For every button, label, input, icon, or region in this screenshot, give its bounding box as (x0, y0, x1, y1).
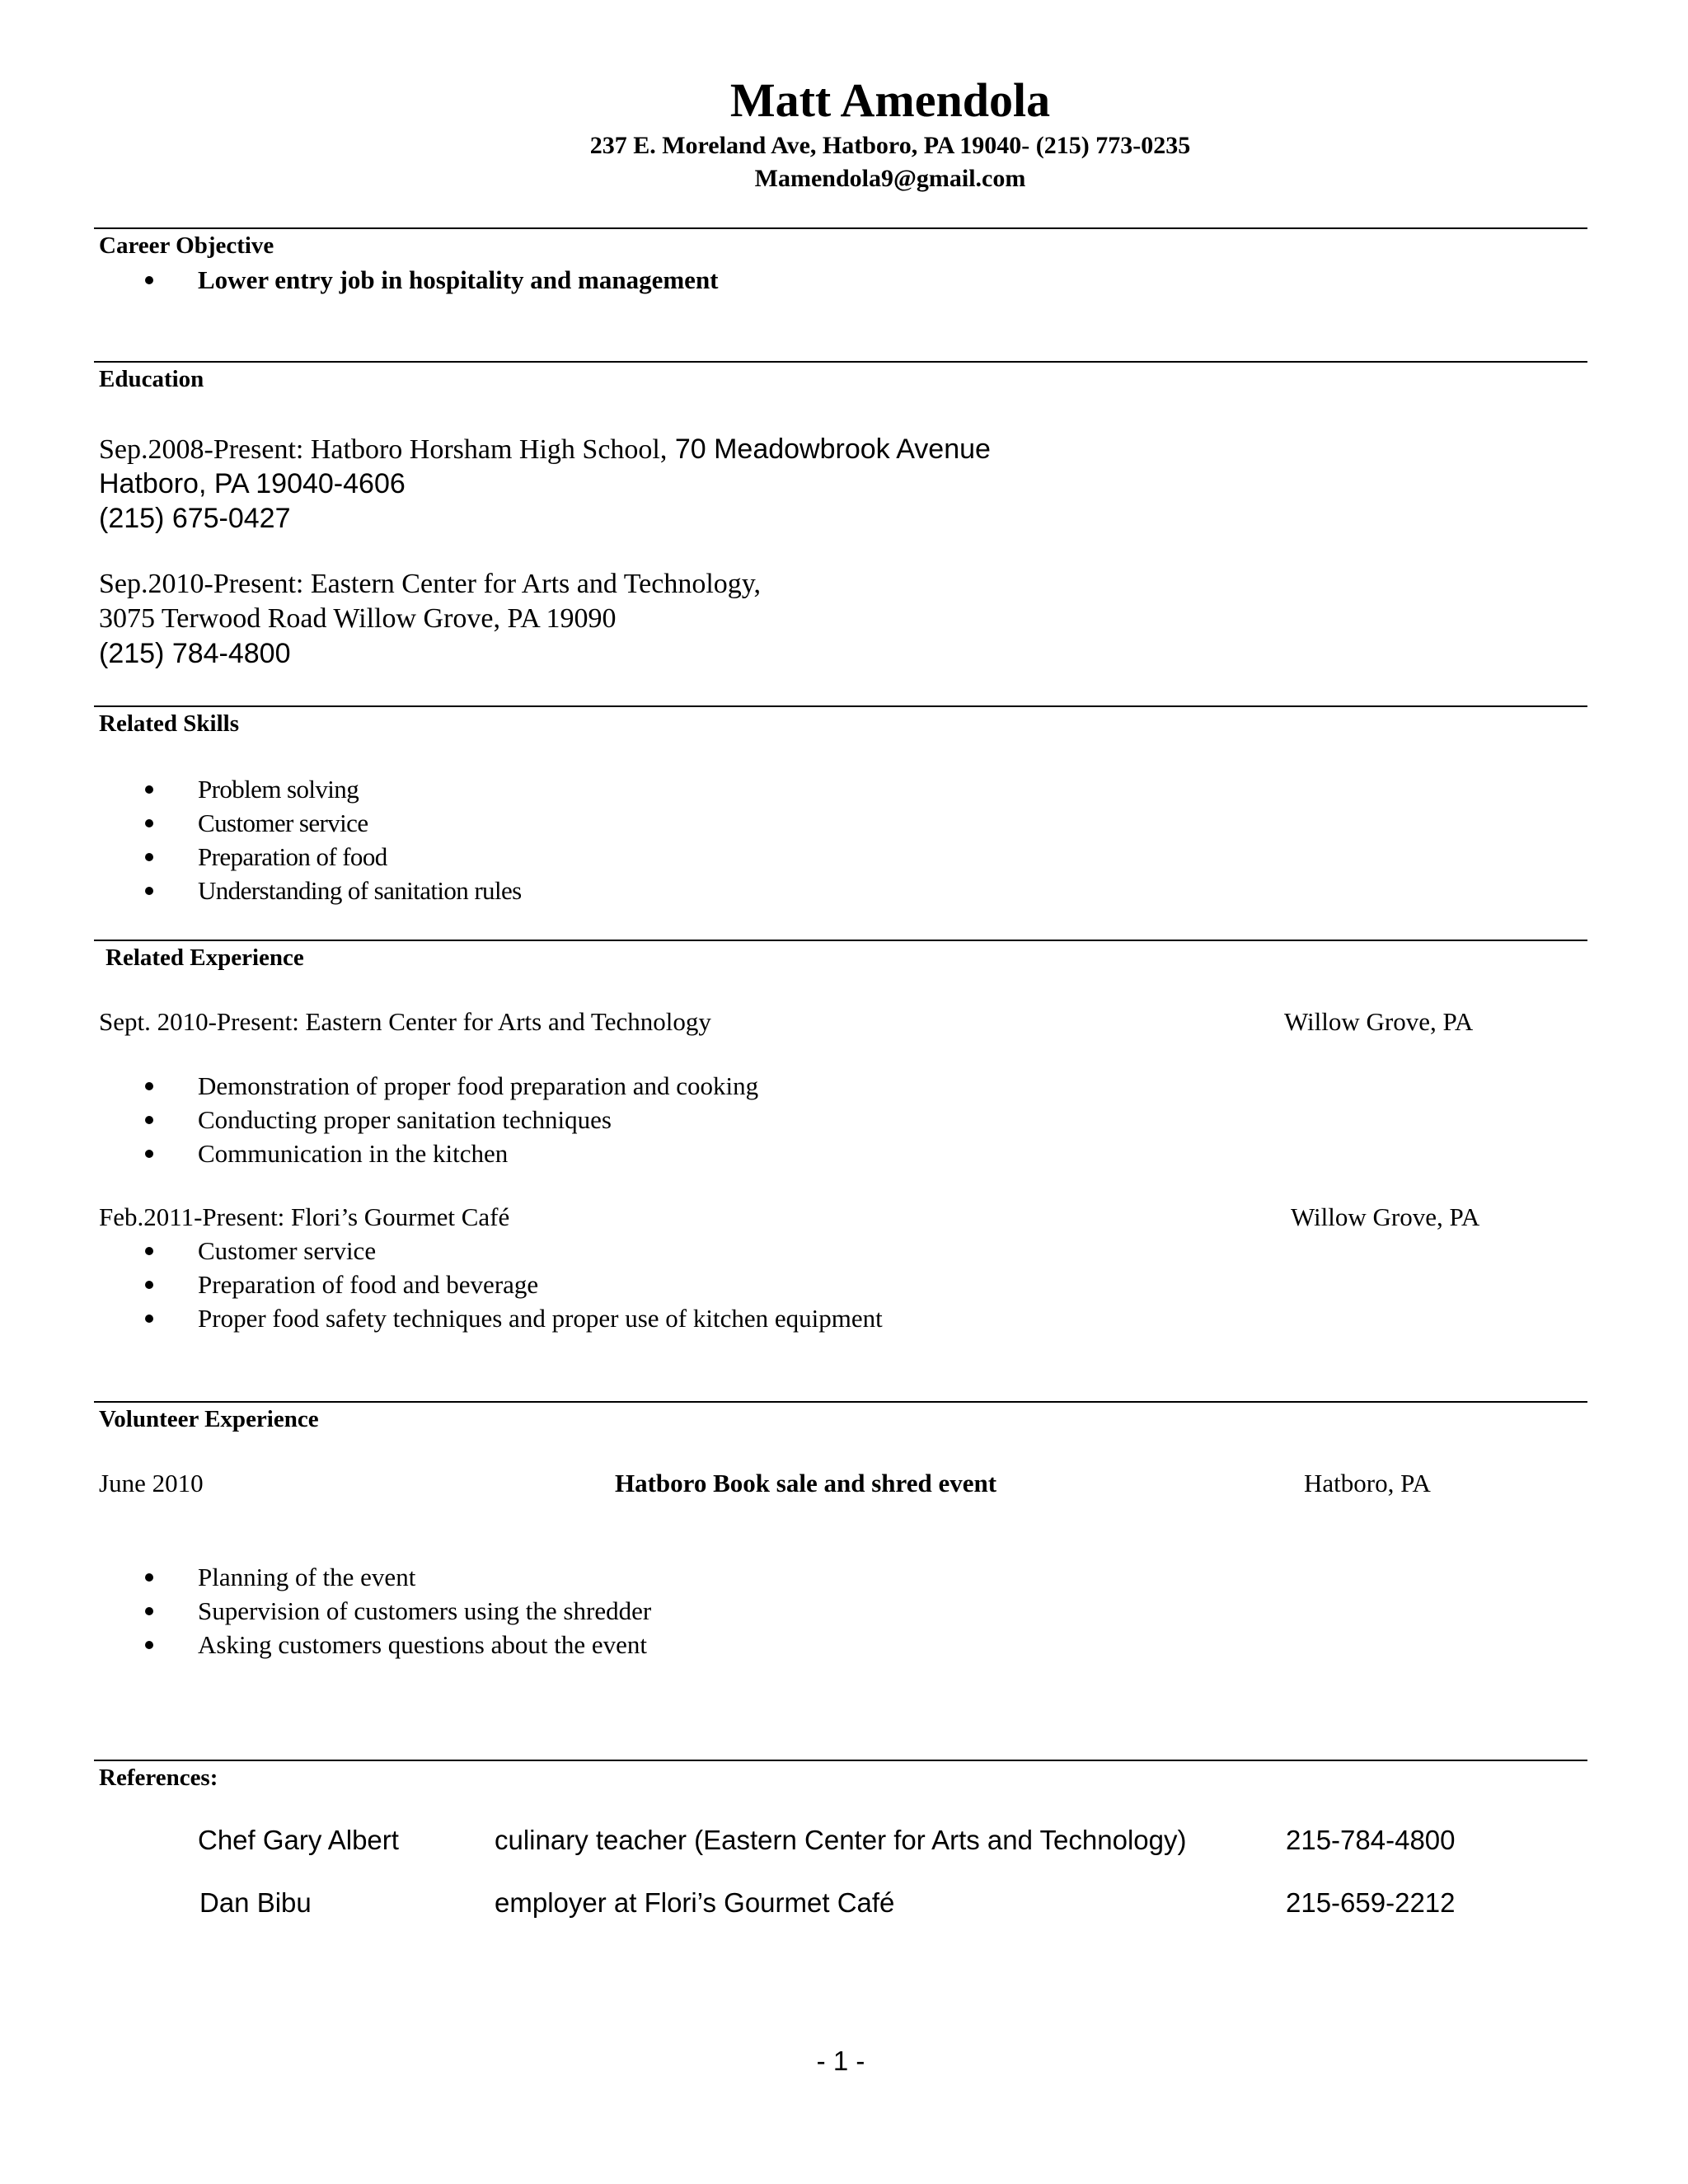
education-entry-1-line1: Sep.2008-Present: Hatboro Horsham High School, 70 Meadowbrook Avenue (99, 434, 991, 465)
job-location: Willow Grove, PA (1284, 1007, 1474, 1036)
bullet-icon (145, 1116, 153, 1124)
job-location: Willow Grove, PA (1291, 1202, 1480, 1231)
reference-role: employer at Flori’s Gourmet Café (495, 1887, 895, 1918)
section-title-references: References: (99, 1765, 218, 1791)
section-title-career-objective: Career Objective (99, 232, 274, 259)
volunteer-date: June 2010 (99, 1469, 204, 1497)
bullet-icon (145, 887, 153, 895)
bullet-icon (145, 1315, 153, 1323)
contact-email: Mamendola9@gmail.com (754, 165, 1026, 192)
section-divider (94, 1401, 1587, 1403)
job-heading: Feb.2011-Present: Flori’s Gourmet Café (99, 1202, 510, 1231)
education-entry-2-line3: (215) 784-4800 (99, 638, 291, 669)
bullet-icon (145, 1082, 153, 1090)
page-number: - 1 - (816, 2046, 865, 2076)
section-divider (94, 227, 1587, 229)
section-divider (94, 361, 1587, 363)
section-title-related-skills: Related Skills (99, 710, 239, 737)
contact-address: 237 E. Moreland Ave, Hatboro, PA 19040- (215) 773-0235 (589, 132, 1191, 159)
bullet-icon (145, 853, 153, 861)
job-heading: Sept. 2010-Present: Eastern Center for Arts and Technology (99, 1007, 711, 1036)
education-entry-2-line1: Sep.2010-Present: Eastern Center for Arts and Technology, (99, 569, 762, 599)
reference-role: culinary teacher (Eastern Center for Arts and Technology) (495, 1825, 1187, 1855)
resume-name: Matt Amendola (729, 73, 1051, 127)
education-entry-2-line2: 3075 Terwood Road Willow Grove, PA 19090 (99, 603, 617, 634)
bullet-icon (145, 1247, 153, 1255)
bullet-icon (145, 1281, 153, 1289)
bullet-icon (145, 785, 153, 794)
bullet-icon (145, 1641, 153, 1649)
reference-phone: 215-784-4800 (1286, 1825, 1456, 1855)
education-entry-1-line3: (215) 675-0427 (99, 503, 291, 534)
section-divider (94, 705, 1587, 707)
volunteer-event: Hatboro Book sale and shred event (615, 1469, 997, 1497)
bullet-icon (145, 819, 153, 827)
volunteer-location: Hatboro, PA (1304, 1469, 1431, 1497)
section-divider (94, 1760, 1587, 1761)
section-divider (94, 940, 1587, 941)
reference-phone: 215-659-2212 (1286, 1887, 1456, 1918)
bullet-icon (145, 1573, 153, 1582)
section-title-volunteer-experience: Volunteer Experience (99, 1406, 319, 1432)
section-title-education: Education (99, 366, 204, 392)
reference-name: Chef Gary Albert (198, 1825, 399, 1855)
bullet-icon (145, 276, 153, 284)
section-title-related-experience: Related Experience (106, 944, 304, 971)
education-entry-1-line2: Hatboro, PA 19040-4606 (99, 468, 406, 499)
bullet-icon (145, 1607, 153, 1615)
bullet-icon (145, 1150, 153, 1158)
reference-name: Dan Bibu (199, 1887, 312, 1918)
